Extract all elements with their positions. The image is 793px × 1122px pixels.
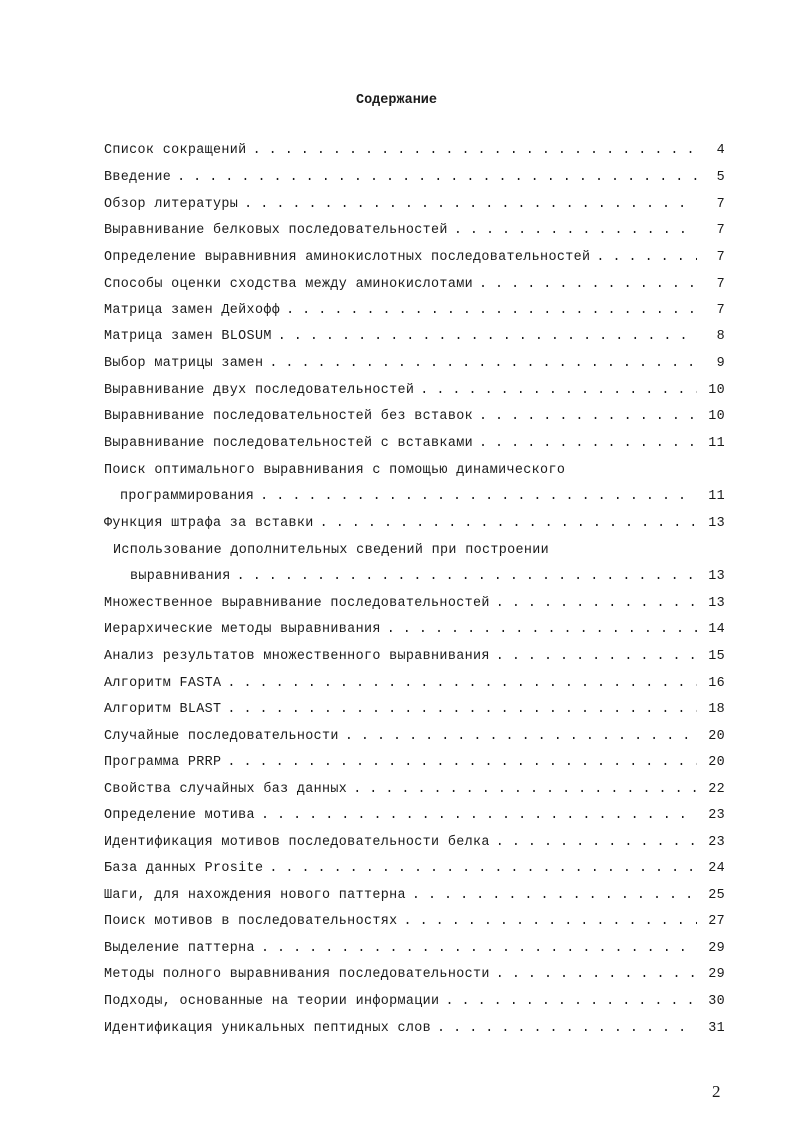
toc-entry-title: База данных Prosite: [104, 861, 264, 876]
toc-entry-page: 10: [708, 409, 725, 424]
toc-entry-page: 30: [708, 994, 725, 1009]
toc-entry: [104, 143, 725, 161]
toc-entry-page: 22: [708, 782, 725, 797]
toc-entry-title: Матрица замен BLOSUM: [104, 329, 272, 344]
toc-entry-page: 15: [708, 649, 725, 664]
toc-entry: [104, 170, 725, 188]
toc-entry-title: Использование дополнительных сведений при построении: [113, 543, 550, 558]
toc-entry: [104, 622, 725, 640]
toc-entry-page: 31: [708, 1021, 725, 1036]
page-number: 2: [712, 1082, 721, 1101]
dot-leader: [227, 702, 697, 717]
dot-leader: [269, 861, 697, 876]
toc-entry-title: Список сокращений: [104, 143, 247, 158]
toc-entry-page: 11: [708, 489, 725, 504]
toc-entry: [104, 409, 725, 427]
toc-entry-page: 10: [708, 383, 725, 398]
dot-leader: [320, 516, 697, 531]
toc-entry-title: Методы полного выравнивания последовательности: [104, 967, 490, 982]
toc-entry-title: Функция штрафа за вставки: [104, 516, 314, 531]
toc-entry: [104, 516, 725, 534]
toc-entry: [104, 755, 725, 773]
toc-entry-page: 25: [708, 888, 725, 903]
toc-entry-title: Определение выравнивния аминокислотных последовательностей: [104, 250, 591, 265]
toc-entry-title: Программа PRRP: [104, 755, 222, 770]
dot-leader: [496, 835, 697, 850]
toc-entry: [104, 383, 725, 401]
toc-entry-title: Идентификация уникальных пептидных слов: [104, 1021, 432, 1036]
toc-entry-title: Идентификация мотивов последовательности белка: [104, 835, 490, 850]
dot-leader: [286, 303, 697, 318]
toc-entry: [104, 782, 725, 800]
toc-entry: [104, 676, 725, 694]
toc-entry-title: Выделение паттерна: [104, 941, 255, 956]
dot-leader: [237, 569, 697, 584]
toc-entry-page: 29: [708, 967, 725, 982]
dot-leader: [479, 277, 697, 292]
toc-entry-page: 11: [708, 436, 725, 451]
toc-entry: [104, 914, 725, 932]
toc-entry: [104, 649, 725, 667]
toc-entry-title: Множественное выравнивание последовательностей: [104, 596, 490, 611]
dot-leader: [269, 356, 697, 371]
toc-entry: [104, 967, 725, 985]
toc-entry-title: Алгоритм FASTA: [104, 676, 222, 691]
toc-entry: [104, 197, 725, 215]
toc-entry: [104, 808, 725, 826]
dot-leader: [445, 994, 697, 1009]
toc-entry-title: Поиск оптимального выравнивания с помощью динамического: [104, 463, 566, 478]
toc-entry-page: 18: [708, 702, 725, 717]
toc-entry-page: 23: [708, 835, 725, 850]
toc-entry-page: 13: [708, 516, 725, 531]
toc-entry-title: Обзор литературы: [104, 197, 239, 212]
dot-leader: [244, 197, 697, 212]
toc-entry: [104, 941, 725, 959]
dot-leader: [596, 250, 697, 265]
dot-leader: [479, 436, 697, 451]
dot-leader: [387, 622, 697, 637]
toc-entry: [104, 436, 725, 454]
toc-entry-page: 29: [708, 941, 725, 956]
toc-entry: [104, 994, 725, 1012]
dot-leader: [261, 941, 697, 956]
toc-entry-title: Поиск мотивов в последовательностях: [104, 914, 398, 929]
dot-leader: [227, 676, 697, 691]
toc-entry: [104, 888, 725, 906]
toc-entry: [130, 569, 725, 587]
toc-entry-page: 8: [716, 329, 725, 344]
toc-entry-page: 7: [716, 223, 725, 238]
toc-entry-page: 7: [716, 250, 725, 265]
toc-entry: [104, 223, 725, 241]
toc-entry: [104, 277, 725, 295]
dot-leader: [260, 489, 697, 504]
toc-entry: [104, 356, 725, 374]
toc-entry-page: 20: [708, 755, 725, 770]
toc-entry: [104, 250, 725, 268]
dot-leader: [479, 409, 697, 424]
toc-entry-title: Алгоритм BLAST: [104, 702, 222, 717]
toc-entry-page: 16: [708, 676, 725, 691]
toc-entry-page: 13: [708, 596, 725, 611]
dot-leader: [412, 888, 697, 903]
toc-entry-page: 27: [708, 914, 725, 929]
toc-entry-title: Иерархические методы выравнивания: [104, 622, 381, 637]
toc-entry-title: Матрица замен Дейхофф: [104, 303, 281, 318]
toc-entry-page: 13: [708, 569, 725, 584]
toc-entry-page: 4: [716, 143, 725, 158]
dot-leader: [437, 1021, 697, 1036]
toc-entry: [104, 329, 725, 347]
toc-entry-title: Выравнивание двух последовательностей: [104, 383, 415, 398]
toc-entry-title: Выбор матрицы замен: [104, 356, 264, 371]
dot-leader: [353, 782, 697, 797]
toc-entry-title-continued: выравнивания: [130, 569, 231, 584]
toc-entry-title-continued: программирования: [120, 489, 255, 504]
toc-entry-title: Шаги, для нахождения нового паттерна: [104, 888, 406, 903]
dot-leader: [496, 596, 697, 611]
dot-leader: [496, 649, 697, 664]
dot-leader: [253, 143, 697, 158]
toc-entry: [104, 861, 725, 879]
toc-entry: [104, 596, 725, 614]
toc-entry-page: 23: [708, 808, 725, 823]
toc-entry-title: Подходы, основанные на теории информации: [104, 994, 440, 1009]
toc-entry-title: Случайные последовательности: [104, 729, 339, 744]
dot-leader: [261, 808, 697, 823]
dot-leader: [404, 914, 698, 929]
toc-entry-title: Выравнивание белковых последовательностей: [104, 223, 448, 238]
toc-entry: [120, 489, 725, 507]
toc-entry-page: 9: [716, 356, 725, 371]
dot-leader: [345, 729, 697, 744]
toc-entry-title: Определение мотива: [104, 808, 255, 823]
toc-entry-page: 5: [716, 170, 725, 185]
dot-leader: [227, 755, 697, 770]
toc-entry-title: Свойства случайных баз данных: [104, 782, 348, 797]
dot-leader: [454, 223, 697, 238]
toc-entry: [104, 303, 725, 321]
toc-entry: [104, 1021, 725, 1039]
toc-entry-page: 7: [716, 277, 725, 292]
dot-leader: [177, 170, 697, 185]
toc-entry-page: 20: [708, 729, 725, 744]
toc-entry-title: Анализ результатов множественного выравнивания: [104, 649, 490, 664]
toc-entry-page: 24: [708, 861, 725, 876]
toc-entry-page: 7: [716, 303, 725, 318]
toc-entry: [104, 702, 725, 720]
toc-entry-page: 7: [716, 197, 725, 212]
toc-entry-title: Выравнивание последовательностей с вставками: [104, 436, 473, 451]
toc-entry-title: Способы оценки сходства между аминокислотами: [104, 277, 473, 292]
toc-entry: [104, 729, 725, 747]
dot-leader: [278, 329, 697, 344]
toc-entry-page: 14: [708, 622, 725, 637]
dot-leader: [420, 383, 697, 398]
toc-entry-title: Введение: [104, 170, 172, 185]
toc-entry-title: Выравнивание последовательностей без вставок: [104, 409, 473, 424]
dot-leader: [496, 967, 697, 982]
page-title: Содержание: [355, 93, 437, 108]
toc-entry: [104, 835, 725, 853]
